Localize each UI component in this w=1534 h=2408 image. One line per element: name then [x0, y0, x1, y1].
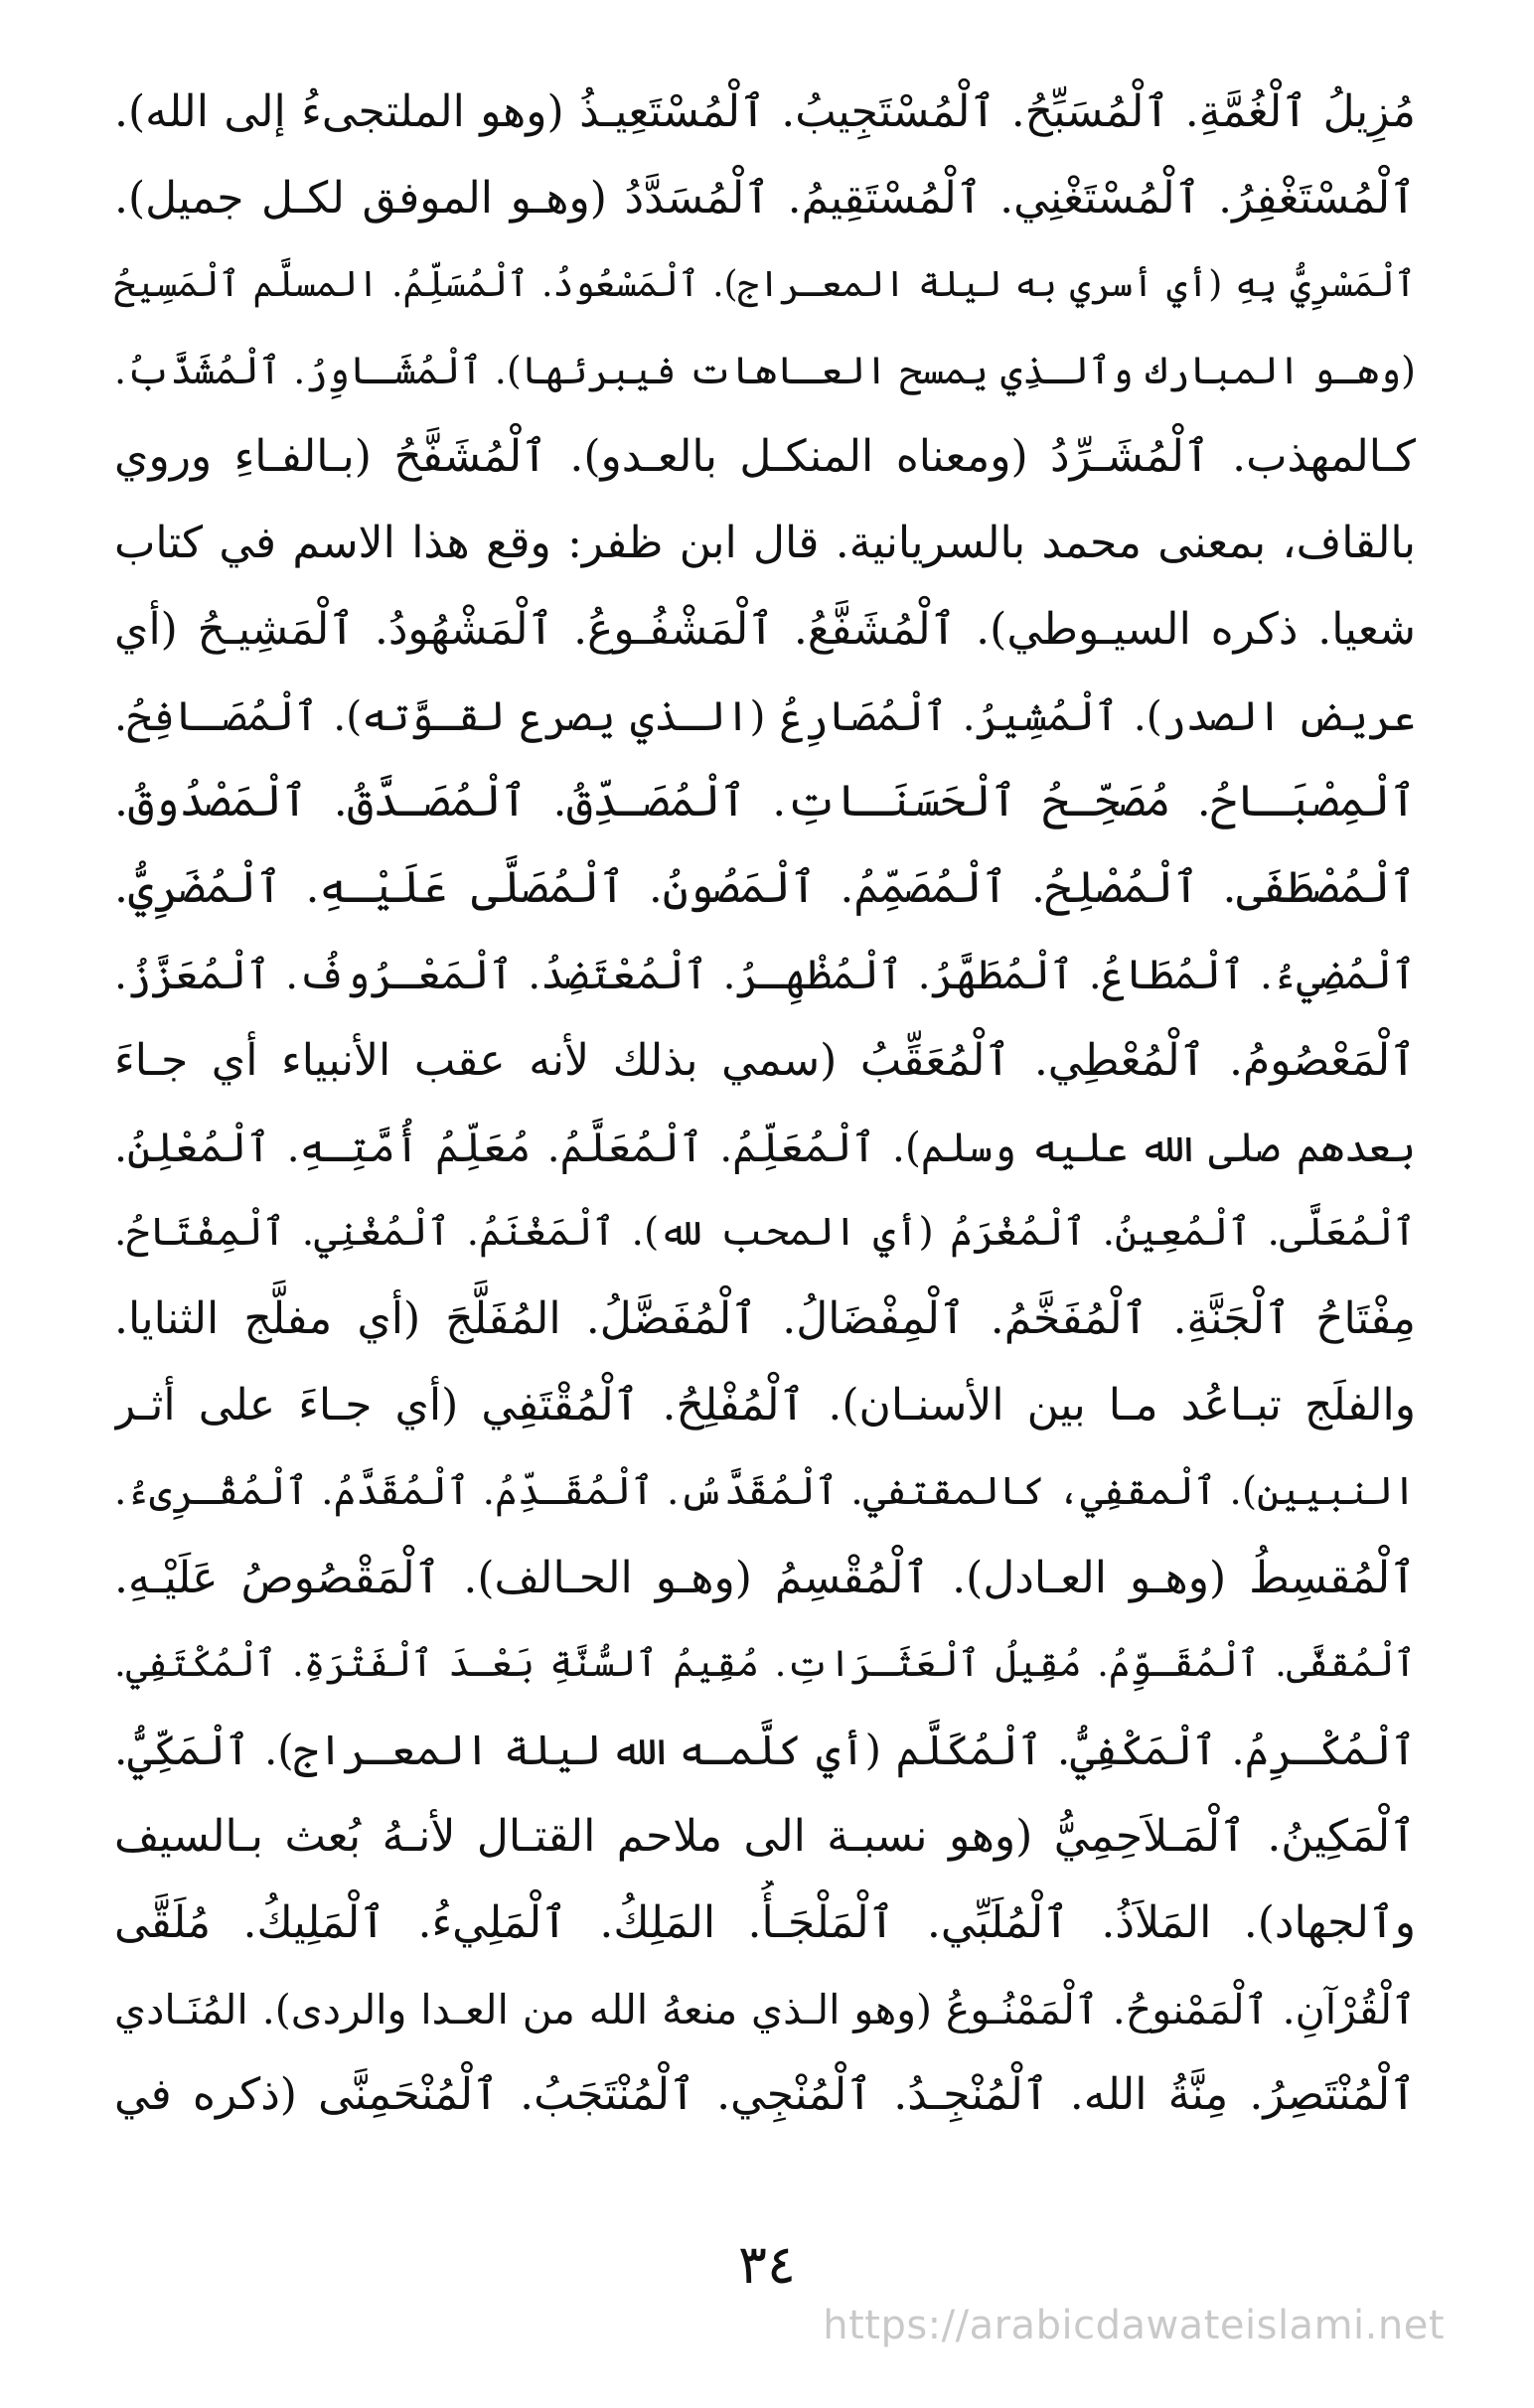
text-line: ٱلْمِصْبَـاحُ. مُصَحِّـحُ ٱلْحَسَنَـاتِ. ٱلْمُصَـدِّقُ. ٱلْمُصَـدَّقُ. ٱلْمَصْدُوقُ. [114, 776, 1416, 828]
text-line: بعدهم صلى الله عليه وسلم). ٱلْمُعَلِّمُ. ٱلْمُعَلَّمُ. مُعَلِّمُ أُمَّتِـهِ. ٱلْمُعْلِنُ. [114, 1123, 1416, 1171]
text-line: ٱلْمَكِينُ. ٱلْمَـلاَحِمِيُّ (وهو نسبـة الى ملاحم القتـال لأنـهُ بُعث بـالسيف [114, 1810, 1416, 1862]
text-line: ٱلْمَعْصُومُ. ٱلْمُعْطِي. ٱلْمُعَقِّبُ (سمي بذلك لأنه عقب الأنبياء أي جـاءَ [114, 1034, 1416, 1086]
text-line: مِفْتَاحُ ٱلْجَنَّةِ. ٱلْمُفَخَّمُ. ٱلْمِفْضَالُ. ٱلْمُفَضَّلُ. المُفَلَّجَ (أي مفلَّج الثنايا. [114, 1293, 1416, 1345]
text-line: (وهـو المبارك وٱلـذِي يمسح العـاهات فيبرئها). ٱلْمُشَـاوِرُ. ٱلْمُشَذَّبُ. [114, 349, 1416, 393]
watermark-url: https://arabicdawateislami.net [823, 2303, 1445, 2348]
body-text [114, 70, 1416, 2139]
text-line: ٱلْمُنْتَصِرُ. مِنَّةُ الله. ٱلْمُنْجِـدُ. ٱلْمُنْجِي. ٱلْمُنْتَجَبُ. ٱلْمُنْحَمِنَّى (ذكره في [114, 2069, 1416, 2121]
text-line: عريض الصدر). ٱلْمُشِيرُ. ٱلْمُصَارِعُ (الـذي يصرع لقـوَّته). ٱلْمُصَـافِحُ. [114, 691, 1416, 740]
text-line: مُزِيلُ ٱلْغُمَّةِ. ٱلْمُسَبِّحُ. ٱلْمُسْتَجِيبُ. ٱلْمُسْتَعِيـذُ (وهو الملتجىءُ إلى الله). [114, 86, 1416, 137]
text-line: كـالمهذب. ٱلْمُشَـرِّدُ (ومعناه المنكـل بالعـدو). ٱلْمُشَفَّحُ (بـالفـاءِ وروي [114, 431, 1416, 483]
text-line: ٱلْمَسْرِيُّ بِهِ (أي أسري به ليلة المعـراج). ٱلْمَسْعُودُ. ٱلْمُسَلِّمُ. المسلَّم ٱلْمَسِيحُ [114, 263, 1416, 305]
text-line: ٱلْمُسْتَغْفِرُ. ٱلْمُسْتَغْنِي. ٱلْمُسْتَقِيمُ. ٱلْمُسَدَّدُ (وهـو الموفق لكـل جميل). [114, 172, 1416, 224]
text-line: النبيين). ٱلْمقفِي، كالمقتفي. ٱلْمُقَدَّسُ. ٱلْمُقَـدِّمُ. ٱلْمُقَدَّمُ. ٱلْمُقْـرِىءُ. [114, 1468, 1416, 1514]
text-line: شعيا. ذكره السيـوطي). ٱلْمُشَفَّعُ. ٱلْمَشْفُـوعُ. ٱلْمَشْهُودُ. ٱلْمَشِيـحُ (أي [114, 603, 1416, 655]
text-line: ٱلْقُرْآنِ. ٱلْمَمْنوحُ. ٱلْمَمْنُـوعُ (وهو الـذي منعهُ الله من العـدا والردى). المُنَـادي [114, 1985, 1416, 2033]
text-line: ٱلْمُضِيءُ. ٱلْمُطَاعُ. ٱلْمُطَهَّرُ. ٱلْمُظْهِـرُ. ٱلْمُعْتَضِدُ. ٱلْمَعْـرُوفُ. ٱلْمُعَزَّزُ. [114, 950, 1416, 998]
text-line: ٱلْمُقسِطُ (وهـو العـادل). ٱلْمُقْسِمُ (وهـو الحـالف). ٱلْمَقْصُوصُ عَلَيْـهِ. [114, 1552, 1416, 1603]
text-line: وٱلجهاد). المَلاَذُ. ٱلْمُلَبِّي. ٱلْمَلْجَـأُ. المَلِكُ. ٱلْمَلِيءُ. ٱلْمَلِيكُ. مُلَقَّى [114, 1896, 1416, 1948]
page-number: ٣٤ [737, 2233, 796, 2296]
text-line: بالقاف، بمعنى محمد بالسريانية. قال ابن ظفر: وقع هذا الاسم في كتاب [114, 517, 1416, 568]
text-line: ٱلْمُقفَّى. ٱلْمُقَـوِّمُ. مُقِيلُ ٱلْعَثَـرَاتِ. مُقِيمُ ٱلسُّنَّةِ بَعْـدَ ٱلْفَتْرَةِ. ٱلْمُكْتَفِي. [114, 1642, 1416, 1686]
text-line: ٱلْمُكْـرِمُ. ٱلْمَكْفِيُّ. ٱلْمُكَلَّم (أي كلَّمـه الله ليلة المعـراج). ٱلْمَكِّيُّ. [114, 1726, 1416, 1775]
text-line: ٱلْمُعَلَّى. ٱلْمُعِينُ. ٱلْمُغْرَمُ (أي المحب لله). ٱلْمَغْنَمُ. ٱلْمُغْنِي. ٱلْمِفْتَاحُ. [114, 1210, 1416, 1256]
text-line: والفلَج تبـاعُد مـا بين الأسنـان). ٱلْمُفْلِحُ. ٱلْمُقْتَفِي (أي جـاءَ على أثـر [114, 1379, 1416, 1430]
text-line: ٱلْمُصْطَفَى. ٱلْمُصْلِحُ. ٱلْمُصَمِّمُ. ٱلْمَصُونُ. ٱلْمُصَلَّى عَلَيْـهِ. ٱلْمُضَرِيُّ. [114, 862, 1416, 914]
